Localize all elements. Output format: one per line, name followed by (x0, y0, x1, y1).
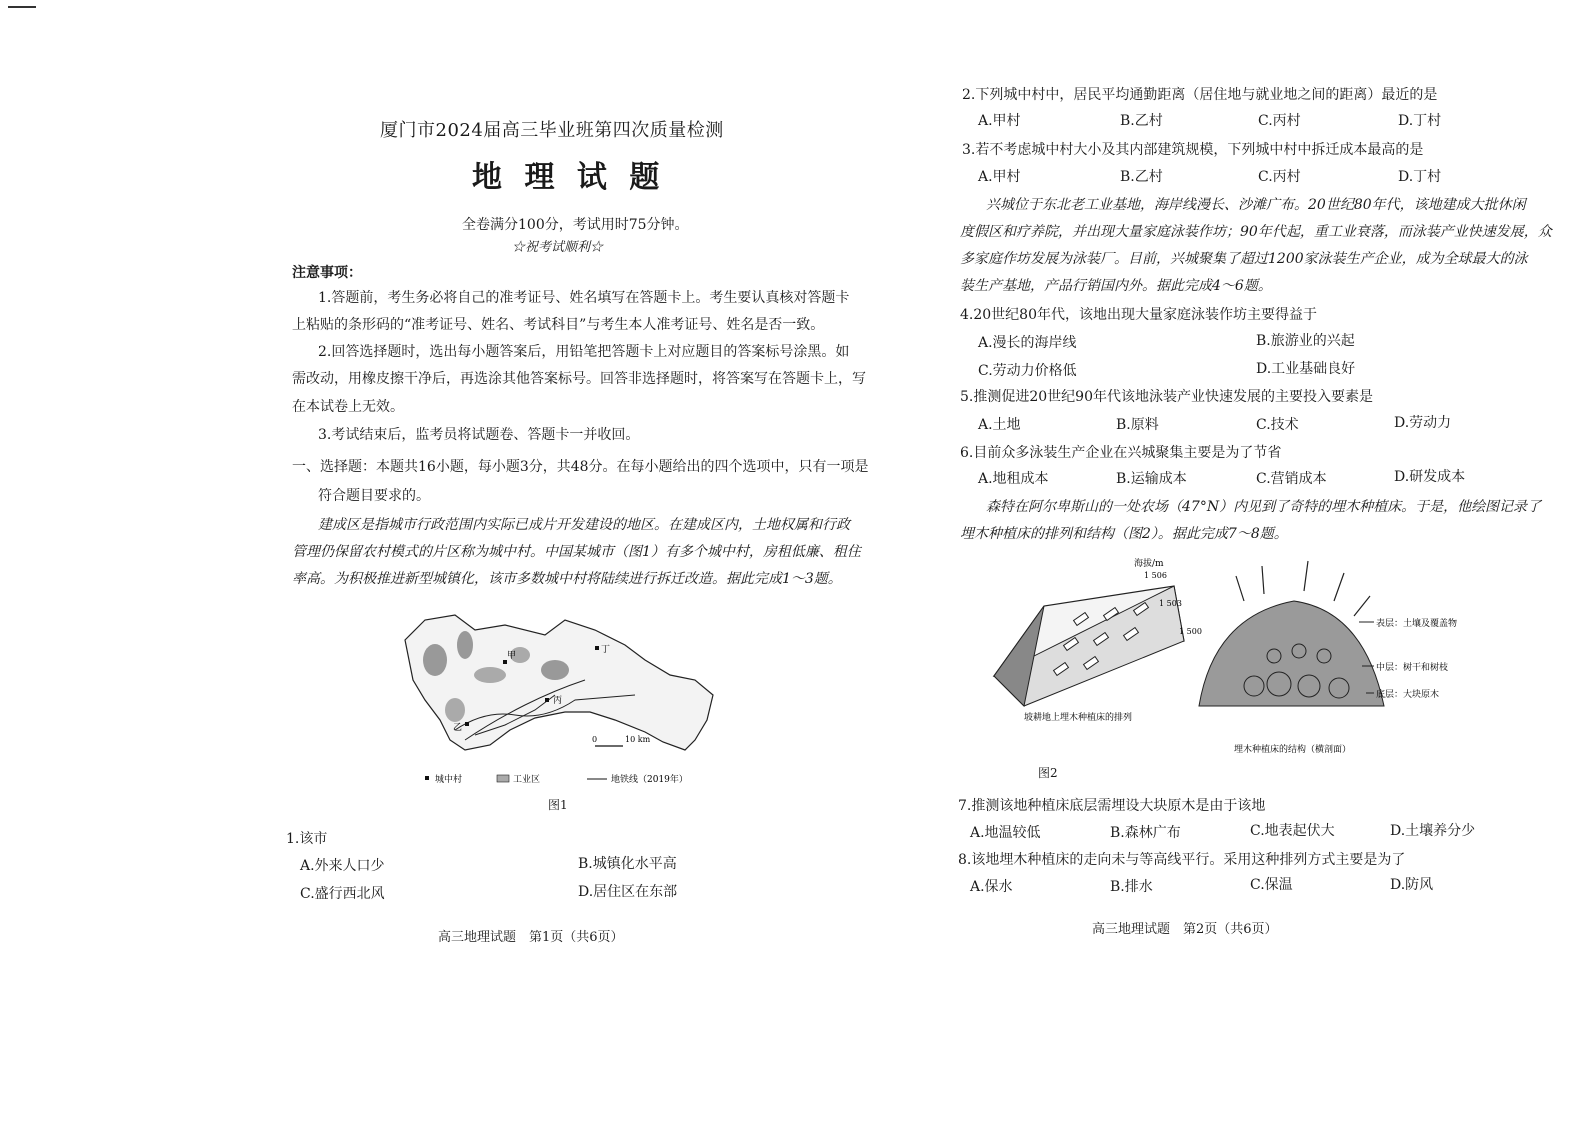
legend-metro: 地铁线（2019年） (611, 775, 688, 785)
passage-1c: 率高。为积极推进新型城镇化，该市多数城中村将陆续进行拆迁改造。据此完成1～3题。 (292, 571, 842, 587)
layer-bottom-label: 底层：大块原木 (1376, 690, 1440, 700)
q3-option-d[interactable]: D.丁村 (1398, 169, 1442, 185)
q8-option-d[interactable]: D.防风 (1390, 877, 1434, 893)
layer-mid-label: 中层：树干和树枝 (1376, 663, 1449, 673)
q6-option-b[interactable]: B.运输成本 (1116, 471, 1187, 487)
score-note: 全卷满分100分，考试用时75分钟。 (462, 217, 689, 233)
scan-mark (8, 6, 36, 8)
village-dot (595, 646, 599, 650)
passage-2c: 多家庭作坊发展为泳装厂。目前，兴城聚集了超过1200家泳装生产企业，成为全球最大的泳 (960, 251, 1528, 267)
bed-mound (1199, 601, 1384, 706)
industry-zone (423, 644, 447, 676)
q2-option-b[interactable]: B.乙村 (1120, 113, 1163, 129)
passage-1b: 管理仍保留农村模式的片区称为城中村。中国某城市（图1）有多个城中村，房租低廉、租住 (292, 544, 861, 560)
legend-industry-icon (497, 775, 509, 782)
industry-zone (541, 660, 569, 680)
elevation-1500: 1 500 (1179, 627, 1202, 636)
q6-option-a[interactable]: A.地租成本 (978, 471, 1049, 487)
village-dot (465, 722, 469, 726)
q1-option-c[interactable]: C.盛行西北风 (300, 886, 385, 902)
map-label-bing: 丙 (553, 696, 563, 706)
q1-stem: 1.该市 (286, 831, 328, 847)
village-dot (545, 698, 549, 702)
page-footer: 高三地理试题 第2页（共6页） (1092, 922, 1278, 937)
section-heading-2: 符合题目要求的。 (318, 488, 430, 504)
passage-1a: 建成区是指城市行政范围内实际已成片开发建设的地区。在建成区内，土地权属和行政 (318, 517, 850, 533)
figure-2-diagram (984, 556, 1504, 756)
map-label-yi: 乙 (453, 723, 463, 733)
right-page (794, 0, 1588, 1123)
q5-option-d[interactable]: D.劳动力 (1394, 415, 1452, 431)
passage-3a: 森特在阿尔卑斯山的一处农场（47°N）内见到了奇特的埋木种植床。于是，他绘图记录了 (986, 499, 1542, 515)
q6-option-d[interactable]: D.研发成本 (1394, 469, 1466, 485)
legend-industry: 工业区 (513, 775, 541, 785)
q8-option-b[interactable]: B.排水 (1110, 879, 1153, 895)
q3-stem: 3.若不考虑城中村大小及其内部建筑规模，下列城中村中拆迁成本最高的是 (962, 142, 1424, 158)
q5-option-c[interactable]: C.技术 (1256, 417, 1299, 433)
city-boundary (405, 615, 713, 750)
q7-option-d[interactable]: D.土壤养分少 (1390, 823, 1476, 839)
industry-zone (457, 631, 473, 659)
q8-stem: 8.该地埋木种植床的走向未与等高线平行。采用这种排列方式主要是为了 (958, 852, 1406, 868)
q7-option-c[interactable]: C.地表起伏大 (1250, 823, 1335, 839)
figure-2-right-caption: 埋木种植床的结构（横剖面） (1234, 745, 1352, 755)
q8-option-c[interactable]: C.保温 (1250, 877, 1293, 893)
passage-2a: 兴城位于东北老工业基地，海岸线漫长、沙滩广布。20世纪80年代，该地建成大批休闲 (986, 197, 1526, 213)
elevation-label: 海拔/m (1134, 559, 1164, 569)
map-label-ding: 丁 (601, 645, 611, 655)
section-heading-1: 一、选择题：本题共16小题，每小题3分，共48分。在每小题给出的四个选项中，只有一项是 (292, 459, 869, 475)
elevation-1503: 1 503 (1159, 599, 1182, 608)
passage-2b: 度假区和疗养院，并出现大量家庭泳装作坊；90年代起，重工业衰落，而泳装产业快速发展，众 (960, 224, 1552, 240)
notice-3: 3.考试结束后，监考员将试题卷、答题卡一并收回。 (318, 427, 640, 443)
notice-heading: 注意事项： (292, 265, 362, 281)
elevation-1506: 1 506 (1144, 571, 1167, 580)
q2-option-a[interactable]: A.甲村 (978, 113, 1021, 129)
figure-2-caption: 图2 (1038, 766, 1058, 780)
q7-option-b[interactable]: B.森林广布 (1110, 825, 1181, 841)
figure-1-caption: 图1 (548, 798, 568, 812)
passage-3b: 埋木种植床的排列和结构（图2）。据此完成7～8题。 (960, 526, 1288, 542)
notice-1b: 上粘贴的条形码的“准考证号、姓名、考试科目”与考生本人准考证号、姓名是否一致。 (292, 317, 825, 333)
wish-text: ☆祝考试顺利☆ (512, 240, 604, 255)
q6-stem: 6.目前众多泳装生产企业在兴城聚集主要是为了节省 (960, 445, 1282, 461)
industry-zone (445, 698, 465, 722)
notice-2b: 需改动，用橡皮擦干净后，再选涂其他答案标号。回答非选择题时，将答案写在答题卡上，写 (292, 371, 866, 387)
notice-1a: 1.答题前，考生务必将自己的准考证号、姓名填写在答题卡上。考生要认真核对答题卡 (318, 290, 850, 306)
q4-stem: 4.20世纪80年代，该地出现大量家庭泳装作坊主要得益于 (960, 307, 1317, 323)
notice-2c: 在本试卷上无效。 (292, 399, 404, 415)
figure-1-map (395, 600, 725, 800)
q7-option-a[interactable]: A.地温较低 (970, 825, 1041, 841)
q2-option-d[interactable]: D.丁村 (1398, 113, 1442, 129)
q4-option-b[interactable]: B.旅游业的兴起 (1256, 333, 1355, 349)
q3-option-c[interactable]: C.丙村 (1258, 169, 1301, 185)
q1-option-b[interactable]: B.城镇化水平高 (578, 856, 677, 872)
q4-option-c[interactable]: C.劳动力价格低 (978, 363, 1077, 379)
q7-stem: 7.推测该地种植床底层需埋设大块原木是由于该地 (958, 798, 1266, 814)
q2-option-c[interactable]: C.丙村 (1258, 113, 1301, 129)
q5-option-a[interactable]: A.土地 (978, 417, 1021, 433)
figure-2-left-caption: 坡耕地上埋木种植床的排列 (1024, 713, 1133, 723)
q8-option-a[interactable]: A.保水 (970, 879, 1013, 895)
q2-stem: 2.下列城中村中，居民平均通勤距离（居住地与就业地之间的距离）最近的是 (962, 87, 1438, 103)
subject-title: 地 理 试 题 (472, 160, 666, 195)
q5-stem: 5.推测促进20世纪90年代该地泳装产业快速发展的主要投入要素是 (960, 389, 1373, 405)
q3-option-a[interactable]: A.甲村 (978, 169, 1021, 185)
q6-option-c[interactable]: C.营销成本 (1256, 471, 1327, 487)
page-footer: 高三地理试题 第1页（共6页） (438, 930, 624, 945)
legend-village-icon (425, 776, 429, 780)
q4-option-a[interactable]: A.漫长的海岸线 (978, 335, 1077, 351)
legend-village: 城中村 (435, 775, 463, 785)
industry-zone (474, 667, 506, 683)
layer-top-label: 表层：土壤及覆盖物 (1376, 619, 1458, 629)
q4-option-d[interactable]: D.工业基础良好 (1256, 361, 1356, 377)
q5-option-b[interactable]: B.原料 (1116, 417, 1159, 433)
q1-option-d[interactable]: D.居住区在东部 (578, 884, 678, 900)
notice-2a: 2.回答选择题时，选出每小题答案后，用铅笔把答题卡上对应题目的答案标号涂黑。如 (318, 344, 850, 360)
q1-option-a[interactable]: A.外来人口少 (300, 858, 385, 874)
q3-option-b[interactable]: B.乙村 (1120, 169, 1163, 185)
scale-zero: 0 (592, 735, 598, 744)
exam-title: 厦门市2024届高三毕业班第四次质量检测 (380, 120, 724, 141)
scale-label: 10 km (625, 735, 651, 744)
passage-2d: 装生产基地，产品行销国内外。据此完成4～6题。 (960, 278, 1272, 294)
map-label-jia: 甲 (507, 651, 517, 661)
